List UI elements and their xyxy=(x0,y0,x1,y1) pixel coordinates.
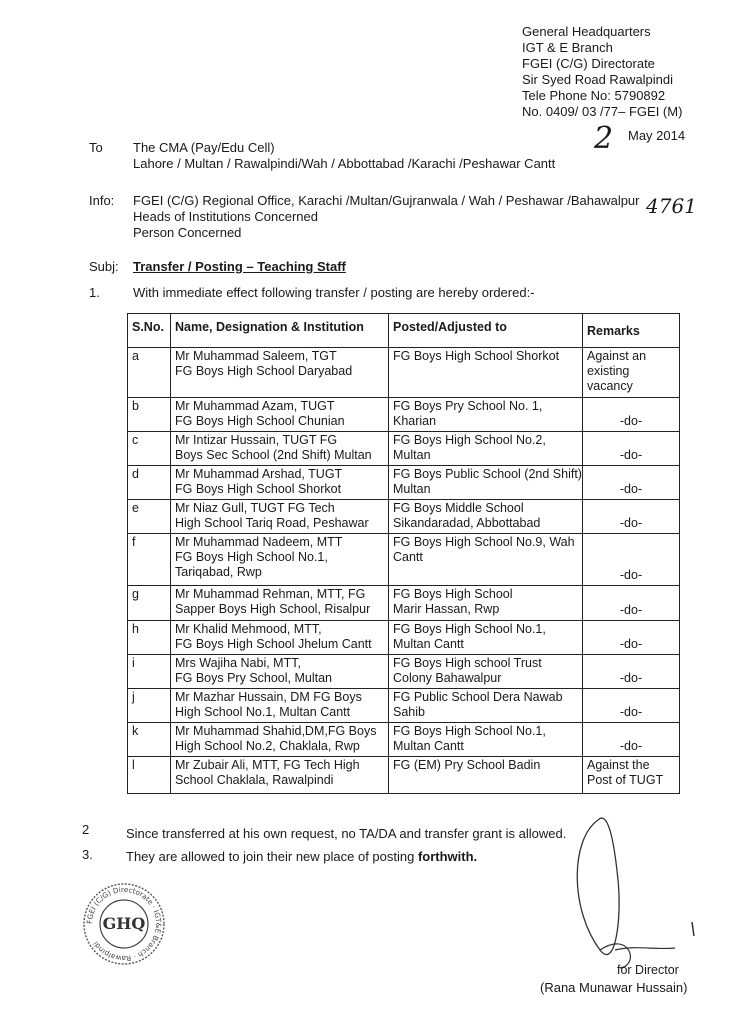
posted-cell xyxy=(389,689,583,723)
remarks-cell xyxy=(583,348,680,398)
para2-number: 2 xyxy=(82,822,90,837)
info-block xyxy=(133,193,640,241)
table-row xyxy=(128,398,680,432)
reference-number: No. 0409/ 03 /77– FGEI (M) xyxy=(522,104,683,119)
name-cell-line: FG Boys High School Daryabad xyxy=(175,364,353,378)
name-cell xyxy=(171,534,389,586)
name-cell xyxy=(171,466,389,500)
column-header: Remarks xyxy=(583,314,680,348)
para1-text: With immediate effect following transfer / posting are hereby ordered:- xyxy=(133,285,535,300)
posted-cell-line: Multan xyxy=(393,482,431,496)
table-row xyxy=(128,757,680,794)
name-cell-line: Mr Niaz Gull, TUGT FG Tech xyxy=(175,501,335,515)
remarks-cell-line: existing xyxy=(587,364,630,378)
table-row xyxy=(128,348,680,398)
info-line: Heads of Institutions Concerned xyxy=(133,209,318,224)
name-cell xyxy=(171,689,389,723)
name-cell xyxy=(171,655,389,689)
remarks-cell-line: -do- xyxy=(619,739,643,753)
name-cell-line: Boys Sec School (2nd Shift) Multan xyxy=(175,448,372,462)
posted-cell-line: FG Boys High School No.9, Wah xyxy=(393,535,575,549)
posted-cell xyxy=(389,586,583,621)
letterhead-line: Sir Syed Road Rawalpindi xyxy=(522,72,674,87)
name-cell-line: Mr Muhammad Arshad, TUGT xyxy=(175,467,343,481)
posted-cell-line: Sikandaradad, Abbottabad xyxy=(393,516,541,530)
signatory-name: (Rana Munawar Hussain) xyxy=(540,980,688,995)
posted-cell xyxy=(389,398,583,432)
to-line: The CMA (Pay/Edu Cell) xyxy=(133,140,275,155)
to-label: To xyxy=(89,140,103,155)
table-row xyxy=(128,500,680,534)
name-cell-line: High School No.2, Chaklala, Rwp xyxy=(175,739,360,753)
posted-cell-line: FG Boys High school Trust xyxy=(393,656,542,670)
to-block xyxy=(133,140,555,172)
serial-cell: i xyxy=(128,655,171,689)
remarks-cell xyxy=(583,621,680,655)
name-cell-line: Mr Muhammad Azam, TUGT xyxy=(175,399,335,413)
office-stamp xyxy=(82,882,166,966)
table-row xyxy=(128,689,680,723)
para1-number: 1. xyxy=(89,285,100,300)
posted-cell-line: FG Boys Pry School No. 1, xyxy=(393,399,543,413)
posted-cell-line: FG Public School Dera Nawab xyxy=(393,690,563,704)
para2-text: Since transferred at his own request, no TA/DA and transfer grant is allowed. xyxy=(126,826,567,841)
name-cell-line: Mr Zubair Ali, MTT, FG Tech High xyxy=(175,758,360,772)
date-text: May 2014 xyxy=(628,128,686,143)
table-row xyxy=(128,655,680,689)
name-cell-line: FG Boys Pry School, Multan xyxy=(175,671,333,685)
serial-cell: h xyxy=(128,621,171,655)
posted-cell xyxy=(389,655,583,689)
posted-cell-line: Sahib xyxy=(393,705,425,719)
posted-cell xyxy=(389,757,583,794)
name-cell-line: FG Boys High School Chunian xyxy=(175,414,345,428)
posted-cell-line: Multan Cantt xyxy=(393,637,464,651)
posted-cell xyxy=(389,621,583,655)
name-cell-line: Mr Khalid Mehmood, MTT, xyxy=(175,622,322,636)
name-cell-line: Mr Muhammad Saleem, TGT xyxy=(175,349,337,363)
remarks-cell-line: -do- xyxy=(619,705,643,719)
posted-cell-line: FG Boys High School No.1, xyxy=(393,622,546,636)
name-cell xyxy=(171,757,389,794)
para3-text-main: They are allowed to join their new place of posting xyxy=(126,849,418,864)
name-cell-line: Mr Muhammad Shahid,DM,FG Boys xyxy=(175,724,377,738)
name-cell-line: Mr Muhammad Nadeem, MTT xyxy=(175,535,343,549)
to-line: Lahore / Multan / Rawalpindi/Wah / Abbottabad /Karachi /Peshawar Cantt xyxy=(133,156,556,171)
info-label: Info: xyxy=(89,193,115,208)
table-row xyxy=(128,466,680,500)
remarks-cell xyxy=(583,432,680,466)
remarks-cell xyxy=(583,655,680,689)
name-cell-line: School Chaklala, Rawalpindi xyxy=(175,773,334,787)
serial-cell: k xyxy=(128,723,171,757)
name-cell-line: FG Boys High School Shorkot xyxy=(175,482,342,496)
remarks-cell-line: vacancy xyxy=(587,379,633,393)
remarks-cell xyxy=(583,398,680,432)
name-cell xyxy=(171,723,389,757)
posted-cell-line: FG Boys High School xyxy=(393,587,513,601)
serial-cell: b xyxy=(128,398,171,432)
handwritten-date-day: 2 xyxy=(594,121,614,156)
info-line: FGEI (C/G) Regional Office, Karachi /Multan/Gujranwala / Wah / Peshawar /Bahawalpur xyxy=(133,193,640,208)
serial-cell: a xyxy=(128,348,171,398)
posted-cell xyxy=(389,723,583,757)
serial-cell: c xyxy=(128,432,171,466)
stamp-ring-text: FGEI (C/G) Directorate · IGT&E Branch · Rawalpindi xyxy=(84,884,164,964)
remarks-cell-line: -do- xyxy=(619,414,643,428)
remarks-cell xyxy=(583,586,680,621)
serial-cell: f xyxy=(128,534,171,586)
remarks-cell-line: -do- xyxy=(619,671,643,685)
table-row xyxy=(128,621,680,655)
column-header: Posted/Adjusted to xyxy=(389,314,583,348)
letterhead xyxy=(522,24,682,120)
serial-cell: g xyxy=(128,586,171,621)
letterhead-line: IGT & E Branch xyxy=(522,40,613,55)
remarks-cell xyxy=(583,466,680,500)
serial-cell: j xyxy=(128,689,171,723)
remarks-cell-line: -do- xyxy=(619,482,643,496)
remarks-cell xyxy=(583,723,680,757)
posted-cell xyxy=(389,432,583,466)
column-header: S.No. xyxy=(128,314,171,348)
name-cell-line: Mrs Wajiha Nabi, MTT, xyxy=(175,656,301,670)
remarks-cell xyxy=(583,757,680,794)
transfer-table xyxy=(127,313,680,794)
posted-cell-line: Kharian xyxy=(393,414,437,428)
table-row xyxy=(128,534,680,586)
name-cell xyxy=(171,348,389,398)
name-cell xyxy=(171,586,389,621)
name-cell-line: Mr Muhammad Rehman, MTT, FG xyxy=(175,587,366,601)
posted-cell xyxy=(389,500,583,534)
name-cell xyxy=(171,621,389,655)
posted-cell-line: FG Boys Public School (2nd Shift) xyxy=(393,467,582,481)
remarks-cell xyxy=(583,534,680,586)
letterhead-line: Tele Phone No: 5790892 xyxy=(522,88,666,103)
name-cell-line: Sapper Boys High School, Risalpur xyxy=(175,602,371,616)
remarks-cell-line: -do- xyxy=(619,603,643,617)
serial-cell: e xyxy=(128,500,171,534)
letterhead-line: FGEI (C/G) Directorate xyxy=(522,56,655,71)
posted-cell-line: Multan xyxy=(393,448,431,462)
table-row xyxy=(128,723,680,757)
posted-cell-line: FG Boys Middle School xyxy=(393,501,524,515)
posted-cell-line: Cantt xyxy=(393,550,423,564)
remarks-cell xyxy=(583,689,680,723)
remarks-cell-line: Against the xyxy=(587,758,650,772)
table-row xyxy=(128,586,680,621)
remarks-cell-line: -do- xyxy=(619,448,643,462)
remarks-cell-line: -do- xyxy=(619,516,643,530)
posted-cell xyxy=(389,534,583,586)
signature-for-line: for Director xyxy=(617,963,679,977)
name-cell-line: Mr Intizar Hussain, TUGT FG xyxy=(175,433,338,447)
letterhead-line: General Headquarters xyxy=(522,24,651,39)
remarks-cell-line: Against an xyxy=(587,349,647,363)
name-cell-line: High School Tariq Road, Peshawar xyxy=(175,516,369,530)
posted-cell xyxy=(389,466,583,500)
subject-label: Subj: xyxy=(89,259,119,274)
serial-cell: l xyxy=(128,757,171,794)
para3-text-bold: forthwith. xyxy=(417,849,478,864)
info-line: Person Concerned xyxy=(133,225,242,240)
para3-text xyxy=(126,849,477,865)
remarks-cell-line: -do- xyxy=(619,568,643,582)
name-cell xyxy=(171,500,389,534)
posted-cell-line: FG Boys High School Shorkot xyxy=(393,349,560,363)
posted-cell-line: Marir Hassan, Rwp xyxy=(393,602,500,616)
posted-cell-line: Multan Cantt xyxy=(393,739,464,753)
signature-scribble xyxy=(560,800,710,980)
table-row xyxy=(128,432,680,466)
name-cell xyxy=(171,432,389,466)
stamp-center-text: GHQ xyxy=(102,914,146,933)
table-header-row xyxy=(128,314,680,348)
posted-cell-line: FG Boys High School No.1, xyxy=(393,724,546,738)
name-cell-line: FG Boys High School No.1, xyxy=(175,550,328,564)
name-cell xyxy=(171,398,389,432)
name-cell-line: Tariqabad, Rwp xyxy=(175,565,262,579)
remarks-cell-line: -do- xyxy=(619,637,643,651)
posted-cell-line: FG (EM) Pry School Badin xyxy=(393,758,541,772)
name-cell-line: FG Boys High School Jhelum Cantt xyxy=(175,637,372,651)
remarks-cell xyxy=(583,500,680,534)
name-cell-line: Mr Mazhar Hussain, DM FG Boys xyxy=(175,690,362,704)
serial-cell: d xyxy=(128,466,171,500)
handwritten-number: 4761 xyxy=(646,194,697,218)
para3-number: 3. xyxy=(82,847,93,862)
posted-cell-line: Colony Bahawalpur xyxy=(393,671,502,685)
posted-cell xyxy=(389,348,583,398)
subject-text: Transfer / Posting – Teaching Staff xyxy=(133,259,346,274)
column-header: Name, Designation & Institution xyxy=(171,314,389,348)
posted-cell-line: FG Boys High School No.2, xyxy=(393,433,546,447)
remarks-cell-line: Post of TUGT xyxy=(587,773,664,787)
name-cell-line: High School No.1, Multan Cantt xyxy=(175,705,351,719)
